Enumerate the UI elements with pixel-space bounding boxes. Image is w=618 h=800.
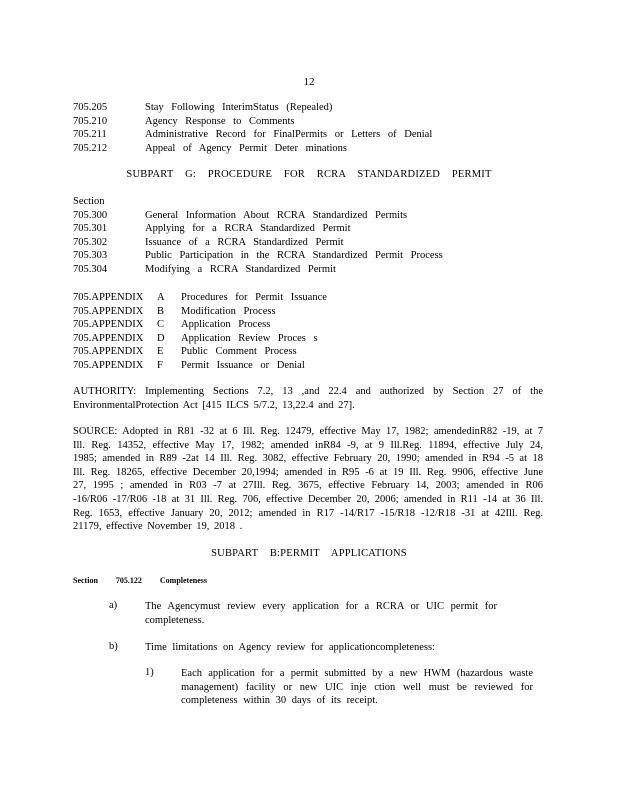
page-number: 12 [303,76,315,88]
toc-row [73,263,443,277]
appendix-row [73,332,327,346]
appendix-number: 705.APPENDIX [73,332,144,344]
appendix-title: Procedures for Permit Issuance [181,292,327,303]
appendix-letter: D [157,332,165,344]
appendix-title: Application Process [181,319,271,331]
section-title: Completeness [159,576,207,585]
section-number: 705.211 [73,129,107,141]
item-a-text: The Agencymust review every application for a RCRA or UIC permit for completeness. [145,601,497,626]
section-number: 705.301 [73,223,108,235]
appendix-row [73,345,327,359]
section-number: 705.300 [73,209,108,221]
section-title: General Information About RCRA Standardized Permits [145,209,408,221]
appendix-list [73,291,327,373]
section-title: Issuance of a RCRA Standardized Permit [145,236,344,248]
section-number: 705.304 [73,263,108,275]
appendix-row [73,318,327,332]
item-a-label: a) [109,600,118,611]
toc-row [73,128,432,142]
item-b1-label: 1) [145,667,154,678]
subpart-g-heading: SUBPART G: PROCEDURE FOR RCRA STANDARDIZED PERMIT [126,169,492,180]
appendix-title: Public Comment Process [181,346,297,358]
toc-row [73,142,432,156]
section-title: Applying for a RCRA Standardized Permit [145,223,351,235]
item-b-text: Time limitations on Agency review for applicationcompleteness: [145,642,435,653]
section-number: 705.205 [73,102,108,113]
appendix-row [73,291,327,305]
item-b1-text: Each application for a permit submitted by a new HWM (hazardous waste management) facility or new UIC inje ction well must be reviewed for completeness within 30 days of its receipt. [181,668,533,707]
toc-row [73,222,443,236]
section-number: 705.210 [73,115,108,127]
appendix-number: 705.APPENDIX [73,346,144,358]
toc-subpart-g-list [73,195,443,277]
toc-row [73,101,432,115]
section-number: 705.122 [115,576,142,585]
appendix-number: 705.APPENDIX [73,359,144,371]
toc-row [73,209,443,223]
toc-row [73,115,432,129]
section-title: Public Participation in the RCRA Standardized Permit Process [145,250,443,262]
section-label: Section [73,576,98,585]
appendix-number: 705.APPENDIX [73,292,144,303]
authority-note: AUTHORITY: Implementing Sections 7.2, 13 ,and 22.4 and authorized by Section 27 of the EnvironmentalProtection Act [415 ILCS 5/7.2, 13,22.4 and 27]. [73,386,543,411]
section-heading [73,576,225,585]
toc-row [73,249,443,263]
toc-row [73,236,443,250]
section-title: Administrative Record for FinalPermits or Letters of Denial [145,129,433,141]
source-note: SOURCE: Adopted in R81 -32 at 6 Ill. Reg. 12479, effective May 17, 1982; amendedinR82 -19, at 7 Ill. Reg. 14352, effective May 17, 1982; amended inR84 -9, at 9 Ill.Reg. 11894, effective July 24, 1985; amended in R89 -2at 14 Ill. Reg. 3082, effective February 20, 1990; amended in R94 -5 at 18 Ill. Reg. 18265, effective December 20,1994; amended in R95 -6 at 19 Ill. Reg. 9906, effective June 27, 1995 ; amended in R03 -7 at 27Ill. Reg. 3675, effective February 14, 2003; amended in R06 -16/R06 -17/R06 -18 at 31 Ill. Reg. 706, effective December 20, 2006; amended in R11 -14 at 36 Ill. Reg. 1653, effective January 20, 2012; amended in R17 -14/R17 -15/R18 -12/R18 -31 at 42Ill. Reg. 21179, effective November 19, 2018 . [73,426,543,533]
appendix-row [73,305,327,319]
appendix-letter: A [157,292,165,303]
section-number: 705.302 [73,236,108,248]
appendix-number: 705.APPENDIX [73,305,144,317]
appendix-title: Modification Process [181,305,276,317]
appendix-letter: B [157,305,165,317]
section-title: Agency Response to Comments [145,115,295,127]
section-title: Appeal of Agency Permit Deter minations [145,142,347,154]
section-title: Modifying a RCRA Standardized Permit [145,263,336,275]
appendix-letter: F [157,359,163,371]
toc-subpart-b-list [73,101,432,155]
section-number: 705.212 [73,142,108,154]
appendix-letter: C [157,319,165,331]
appendix-row [73,359,327,373]
appendix-title: Permit Issuance or Denial [181,359,305,371]
subpart-b-heading: SUBPART B:PERMIT APPLICATIONS [211,548,407,559]
section-title: Stay Following InterimStatus (Repealed) [145,102,333,113]
section-label: Section [73,196,105,207]
appendix-letter: E [157,346,164,358]
section-number: 705.303 [73,250,108,262]
appendix-title: Application Review Proces s [181,332,318,344]
appendix-number: 705.APPENDIX [73,319,144,331]
item-b-label: b) [109,641,118,652]
